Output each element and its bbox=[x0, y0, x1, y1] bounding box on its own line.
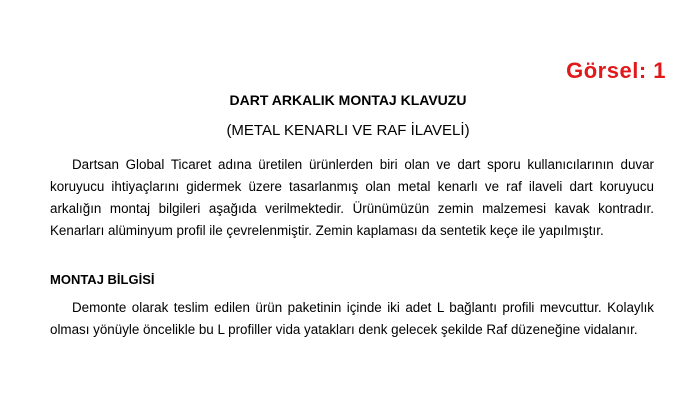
assembly-paragraph-text: Demonte olarak teslim edilen ürün paketinin içinde iki adet L bağlantı profili mevcuttur. Kolaylık olması yönüyle öncelikle bu L profiller vida yatakları denk gelecek şekilde Raf düzeneğine vidalanır. bbox=[50, 300, 654, 337]
intro-paragraph bbox=[50, 154, 654, 242]
intro-paragraph-text: Dartsan Global Ticaret adına üretilen ürünlerden biri olan ve dart sporu kullanıcılarının duvar koruyucu ihtiyaçlarını gidermek üzere tasarlanmış olan metal kenarlı ve raf ilaveli dart koruyucu arkalığın montaj bilgileri aşağıda verilmektedir. Ürünümüzün zemin malzemesi kavak kontradır. Kenarları alüminyum profil ile çevrelenmiştir. Zemin kaplaması da sentetik keçe ile yapılmıştır. bbox=[50, 157, 654, 238]
section-heading-montaj: MONTAJ BİLGİSİ bbox=[50, 272, 155, 287]
assembly-paragraph bbox=[50, 297, 654, 341]
figure-label: Görsel: 1 bbox=[566, 58, 666, 83]
document-subtitle: (METAL KENARLI VE RAF İLAVELİ) bbox=[226, 122, 470, 139]
document-title: DART ARKALIK MONTAJ KLAVUZU bbox=[229, 92, 467, 108]
